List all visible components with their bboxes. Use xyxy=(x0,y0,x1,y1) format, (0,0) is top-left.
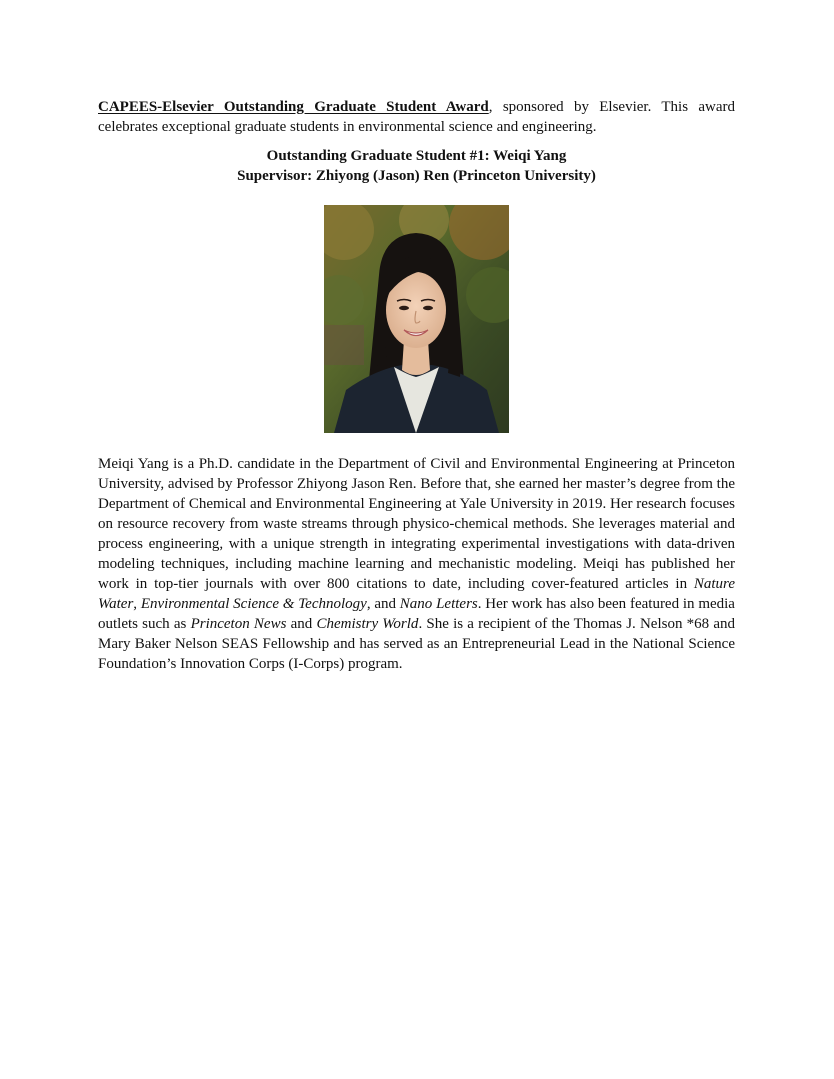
bio-separator-1: , xyxy=(133,596,141,612)
portrait-photo xyxy=(324,205,509,433)
supervisor-heading: Supervisor: Zhiyong (Jason) Ren (Princeton University) xyxy=(237,168,596,184)
bio-separator-3: and xyxy=(286,616,317,632)
journal-nature-water: Nature Water xyxy=(98,576,735,612)
journal-nano-letters: Nano Letters xyxy=(399,596,478,612)
bio-text-part-1: Meiqi Yang is a Ph.D. candidate in the Department of Civil and Environmental Engineering at Princeton University, advised by Professor Zhiyong Jason Ren. Before that, she earned her master’s degree from the Department of Chemical and Environmental Engineering at Yale University in 2019. Her research focuses on resource recovery from waste streams through physico-chemical methods. She leverages material and process engineering, with a unique strength in integrating experimental investigations with data-driven modeling techniques, including machine learning and mechanistic modeling. Meiqi has published her work in top-tier journals with over 800 citations to date, including cover-featured articles in xyxy=(98,456,735,592)
media-princeton-news: Princeton News xyxy=(190,616,287,632)
journal-est: Environmental Science & Technology xyxy=(140,596,367,612)
bio-separator-2: , and xyxy=(366,596,400,612)
award-intro-text: , sponsored by Elsevier. This award celebrates exceptional graduate students in environmental science and engineering. xyxy=(98,99,735,135)
bio-text-part-3: . She is a recipient of the Thomas J. Nelson *68 and Mary Baker Nelson SEAS Fellowship and has served as an Entrepreneurial Lead in the National Science Foundation’s Innovation Corps (I-Corps) program. xyxy=(98,616,735,672)
bio-text-part-2: . Her work has also been featured in media outlets such as xyxy=(98,596,735,632)
award-intro-paragraph xyxy=(98,97,735,137)
award-name: CAPEES-Elsevier Outstanding Graduate Student Award xyxy=(98,99,489,115)
bio-paragraph xyxy=(98,454,735,674)
media-chemistry-world: Chemistry World xyxy=(316,616,419,632)
student-heading: Outstanding Graduate Student #1: Weiqi Yang xyxy=(266,148,567,164)
portrait-illustration xyxy=(324,205,509,433)
